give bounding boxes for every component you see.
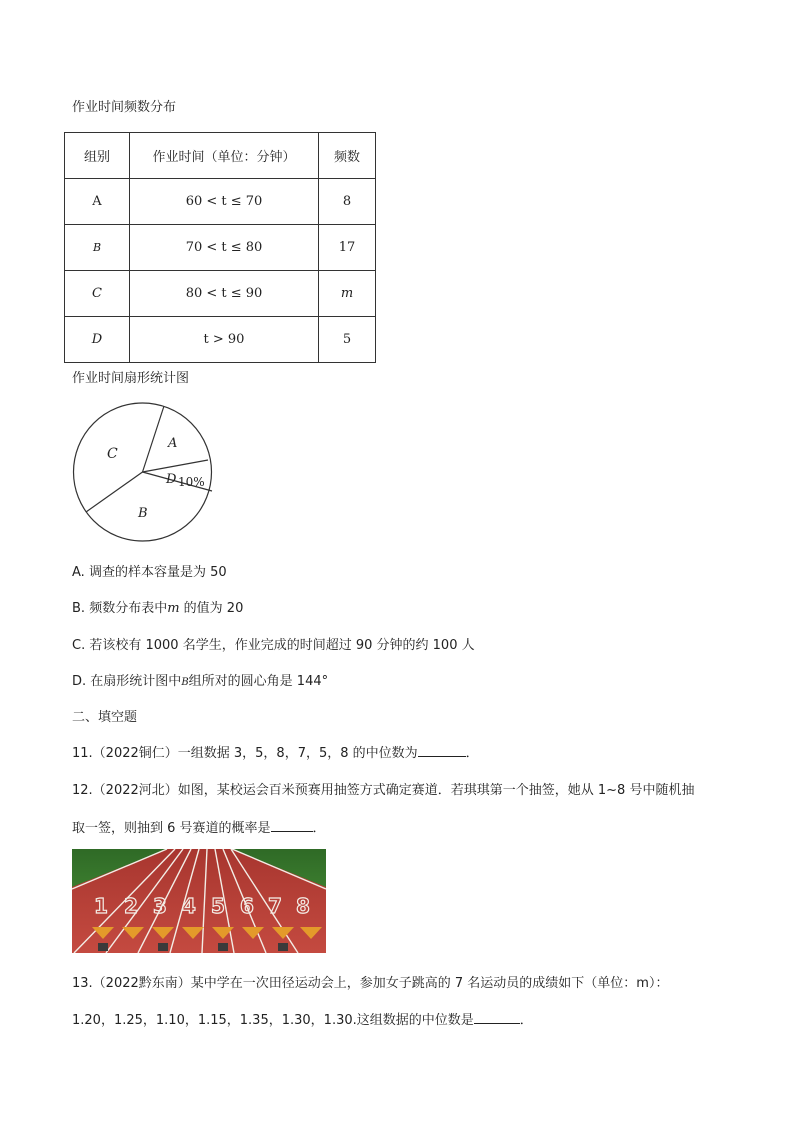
row-range: 60 < t ≤ 70 (130, 179, 319, 225)
question-period: ． (519, 1013, 533, 1028)
option-letter: D. (72, 674, 87, 689)
lane-number-4: 4 (182, 894, 196, 918)
table-row (65, 271, 376, 317)
row-group: D (65, 317, 130, 363)
section-title: 二、填空题 (72, 710, 138, 725)
question-13-line1: 13.（2022黔东南）某中学在一次田径运动会上，参加女子跳高的 7 名运动员的成绩如下（单位：m）： (72, 976, 669, 991)
pie-label-c: C (107, 446, 118, 462)
row-group: B (65, 225, 130, 271)
question-period: ． (312, 821, 326, 836)
header-group: 组别 (65, 133, 130, 179)
lane-number-7: 7 (268, 894, 282, 918)
option-text: 调查的样本容量是为 50 (88, 565, 227, 580)
option-a (72, 561, 227, 580)
table-row (65, 317, 376, 363)
question-12-line2 (72, 817, 326, 836)
running-track-image (72, 849, 326, 953)
question-13-line2 (72, 1009, 533, 1028)
row-group: A (65, 179, 130, 225)
row-group: C (65, 271, 130, 317)
pie-label-d-percent: 10% (178, 475, 205, 489)
lane-number-8: 8 (296, 894, 310, 918)
lane-number-3: 3 (153, 894, 167, 918)
answer-blank[interactable] (271, 819, 313, 832)
option-d (72, 670, 328, 689)
row-freq: m (319, 271, 376, 317)
option-letter: B. (72, 601, 86, 616)
option-text: 在扇形统计图中 (90, 674, 182, 689)
question-11 (72, 742, 479, 761)
row-range: t > 90 (130, 317, 319, 363)
option-variable: m (167, 601, 180, 616)
pie-divider (86, 472, 143, 512)
pie-label-d: D (166, 472, 177, 487)
option-text: 的值为 20 (179, 601, 244, 616)
pie-divider (143, 460, 209, 472)
lane-number-6: 6 (240, 894, 254, 918)
answer-blank[interactable] (418, 744, 466, 757)
answer-blank[interactable] (474, 1011, 520, 1024)
row-freq: 8 (319, 179, 376, 225)
option-variable: B (181, 677, 189, 688)
pie-divider (143, 406, 165, 472)
question-text: 11.（2022铜仁）一组数据 3，5，8，7，5，8 的中位数为 (72, 746, 418, 761)
table-row (65, 179, 376, 225)
row-range: 80 < t ≤ 90 (130, 271, 319, 317)
question-text: 取一签，则抽到 6 号赛道的概率是 (72, 821, 271, 836)
row-freq: 5 (319, 317, 376, 363)
option-text: 频数分布表中 (89, 601, 168, 616)
header-time: 作业时间（单位：分钟） (130, 133, 319, 179)
pie-label-a: A (168, 436, 178, 451)
table-header-row (65, 133, 376, 179)
question-period: ． (465, 746, 479, 761)
option-b (72, 597, 243, 616)
row-freq: 17 (319, 225, 376, 271)
header-freq: 频数 (319, 133, 376, 179)
question-text: 1.20，1.25，1.10，1.15，1.35，1.30，1.30.这组数据的中位数是 (72, 1013, 474, 1028)
table-row (65, 225, 376, 271)
pie-label-b: B (138, 506, 148, 521)
lane-number-1: 1 (94, 894, 108, 918)
option-text: 组所对的圆心角是 144° (188, 674, 329, 689)
option-text: 若该校有 1000 名学生，作业完成的时间超过 90 分钟的约 100 人 (89, 638, 475, 653)
option-letter: C. (72, 638, 86, 653)
option-letter: A. (72, 565, 85, 580)
option-c (72, 634, 475, 653)
lane-number-5: 5 (211, 894, 225, 918)
table-caption: 作业时间频数分布 (72, 100, 177, 115)
lane-number-2: 2 (124, 894, 138, 918)
frequency-table (64, 132, 376, 363)
pie-caption: 作业时间扇形统计图 (72, 371, 190, 386)
question-12-line1: 12.（2022河北）如图，某校运会百米预赛用抽签方式确定赛道．若琪琪第一个抽签，她从 1~8 号中随机抽 (72, 783, 695, 798)
pie-chart (66, 396, 222, 548)
row-range: 70 < t ≤ 80 (130, 225, 319, 271)
